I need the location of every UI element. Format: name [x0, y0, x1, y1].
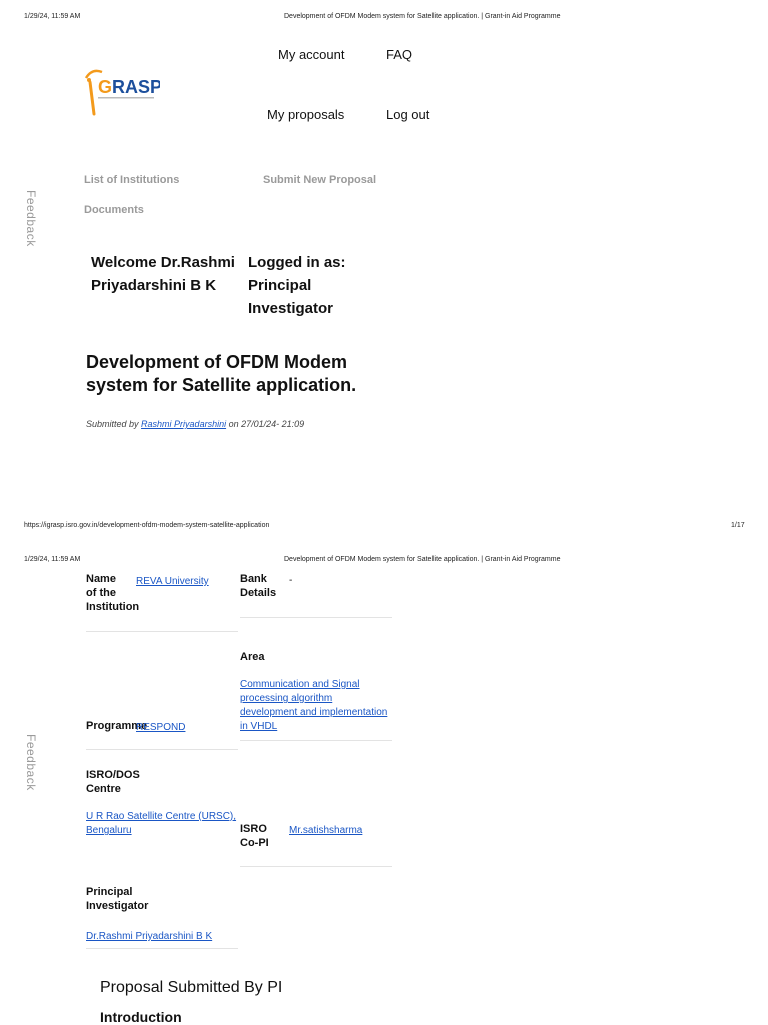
subnav-list-institutions[interactable]: List of Institutions: [84, 174, 180, 186]
area-link-line-1[interactable]: Communication and Signal: [240, 679, 360, 690]
igrasp-logo[interactable]: [80, 66, 160, 118]
logged-line-2: Principal: [248, 277, 312, 294]
logged-in-as: [248, 251, 368, 320]
submitted-by-link[interactable]: Rashmi Priyadarshini: [141, 419, 227, 429]
area-link-line-2[interactable]: processing algorithm: [240, 693, 333, 704]
copi-label-1: ISRO: [240, 823, 267, 835]
area-link-line-4[interactable]: in VHDL: [240, 721, 278, 732]
logged-line-1: Logged in as:: [248, 254, 346, 271]
centre-link-line-2[interactable]: Bengaluru: [86, 825, 132, 836]
feedback-tab-2[interactable]: Feedback: [24, 734, 38, 791]
copi-label: [240, 822, 269, 850]
divider: [240, 740, 392, 741]
institution-label-1: Name: [86, 573, 116, 585]
programme-link[interactable]: RESPOND: [136, 722, 186, 733]
feedback-tab[interactable]: Feedback: [24, 190, 38, 247]
page-title-line-2: system for Satellite application.: [86, 375, 357, 395]
welcome-line-2: Priyadarshini B K: [91, 277, 217, 294]
bank-value: -: [289, 575, 293, 586]
divider: [240, 866, 392, 867]
print-datetime-2: 1/29/24, 11:59 AM: [24, 556, 81, 563]
section-subheading: Introduction: [100, 1009, 182, 1025]
pi-label: [86, 885, 148, 913]
centre-label-2: Centre: [86, 783, 121, 795]
pi-label-1: Principal: [86, 886, 133, 898]
nav-faq[interactable]: FAQ: [386, 47, 413, 62]
nav-log-out[interactable]: Log out: [386, 107, 430, 122]
divider: [86, 948, 238, 949]
print-datetime: 1/29/24, 11:59 AM: [24, 13, 81, 20]
copi-label-2: Co-PI: [240, 837, 269, 849]
institution-label-2: of the: [86, 587, 116, 599]
submitted-suffix: on 27/01/24- 21:09: [228, 419, 305, 429]
bank-label-2: Details: [240, 587, 277, 599]
centre-link-line-1[interactable]: U R Rao Satellite Centre (URSC),: [86, 811, 237, 822]
centre-label: [86, 768, 140, 796]
subnav-documents[interactable]: Documents: [84, 204, 144, 216]
institution-label-3: Institution: [86, 601, 140, 613]
submitted-meta: [86, 419, 304, 429]
area-link[interactable]: [240, 678, 387, 734]
bank-label-1: Bank: [240, 573, 267, 585]
institution-label: [86, 572, 139, 614]
pi-link[interactable]: Dr.Rashmi Priyadarshini B K: [86, 931, 213, 942]
nav-my-proposals[interactable]: My proposals: [267, 107, 345, 122]
page-title-line-1: Development of OFDM Modem: [86, 352, 348, 372]
svg-text:RASP: RASP: [112, 77, 160, 97]
logged-line-3: Investigator: [248, 300, 334, 317]
area-label: Area: [240, 651, 265, 663]
section-heading: Proposal Submitted By PI: [100, 979, 283, 996]
institution-link[interactable]: REVA University: [136, 576, 209, 587]
divider: [86, 631, 238, 632]
welcome-line-1: Welcome Dr.Rashmi: [91, 254, 235, 271]
print-doc-title: Development of OFDM Modem system for Satellite application. | Grant-in Aid Programme: [284, 13, 561, 20]
centre-link[interactable]: [86, 810, 236, 838]
bank-label: [240, 572, 276, 600]
centre-label-1: ISRO/DOS: [86, 769, 140, 781]
igrasp-logo-icon: [80, 66, 160, 118]
welcome-text: [91, 251, 246, 297]
nav-my-account[interactable]: My account: [278, 47, 345, 62]
pi-label-2: Investigator: [86, 900, 149, 912]
programme-label: Programme: [86, 720, 148, 732]
submitted-prefix: Submitted by: [86, 419, 139, 429]
print-doc-title-2: Development of OFDM Modem system for Satellite application. | Grant-in Aid Programme: [284, 556, 561, 563]
divider: [240, 617, 392, 618]
subnav-submit-proposal[interactable]: Submit New Proposal: [263, 174, 377, 186]
divider: [86, 749, 238, 750]
page-title: [86, 351, 416, 397]
copi-link[interactable]: Mr.satishsharma: [289, 825, 363, 836]
svg-text:G: G: [98, 77, 113, 97]
print-url: https://igrasp.isro.gov.in/development-ofdm-modem-system-satellite-application: [24, 522, 270, 529]
print-page-number: 1/17: [731, 522, 745, 529]
area-link-line-3[interactable]: development and implementation: [240, 707, 388, 718]
